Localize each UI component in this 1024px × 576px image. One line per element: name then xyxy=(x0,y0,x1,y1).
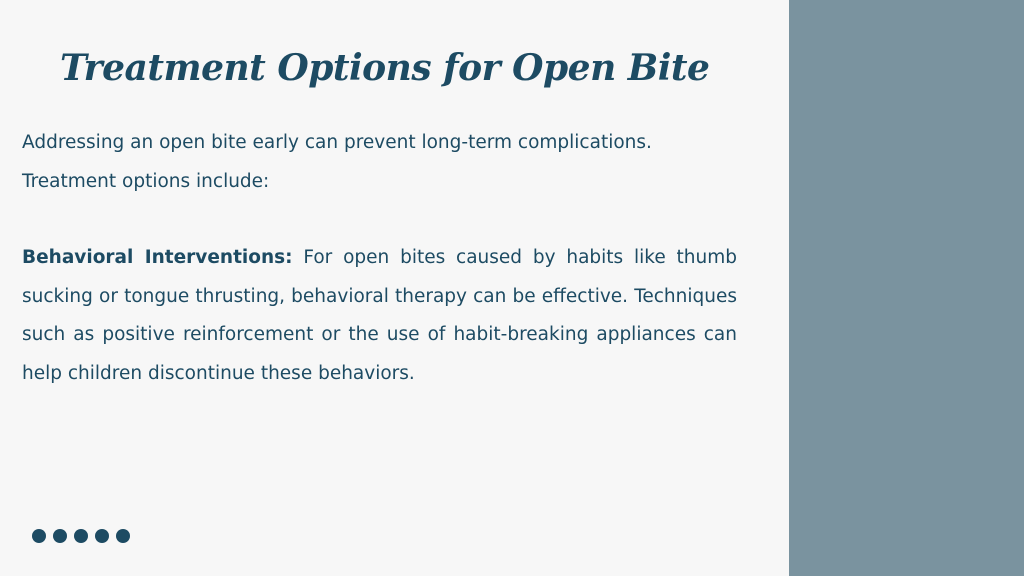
slide-title: Treatment Options for Open Bite xyxy=(60,47,710,89)
dot-icon xyxy=(116,529,130,543)
side-panel xyxy=(789,0,1024,576)
dot-icon xyxy=(95,529,109,543)
section-lead-label: Behavioral Interventions: xyxy=(22,247,293,268)
dot-icon xyxy=(53,529,67,543)
dot-icon xyxy=(74,529,88,543)
behavioral-interventions-paragraph xyxy=(22,239,737,393)
dot-icon xyxy=(32,529,46,543)
decorative-dots xyxy=(32,529,130,543)
intro-paragraph: Addressing an open bite early can prevent long-term complications. Treatment options include: xyxy=(22,132,652,192)
section-body-text: For open bites caused by habits like thumb sucking or tongue thrusting, behavioral therapy can be effective. Techniques such as positive reinforcement or the use of habit-breaking appliances can help children discontinue these behaviors. xyxy=(22,247,737,384)
